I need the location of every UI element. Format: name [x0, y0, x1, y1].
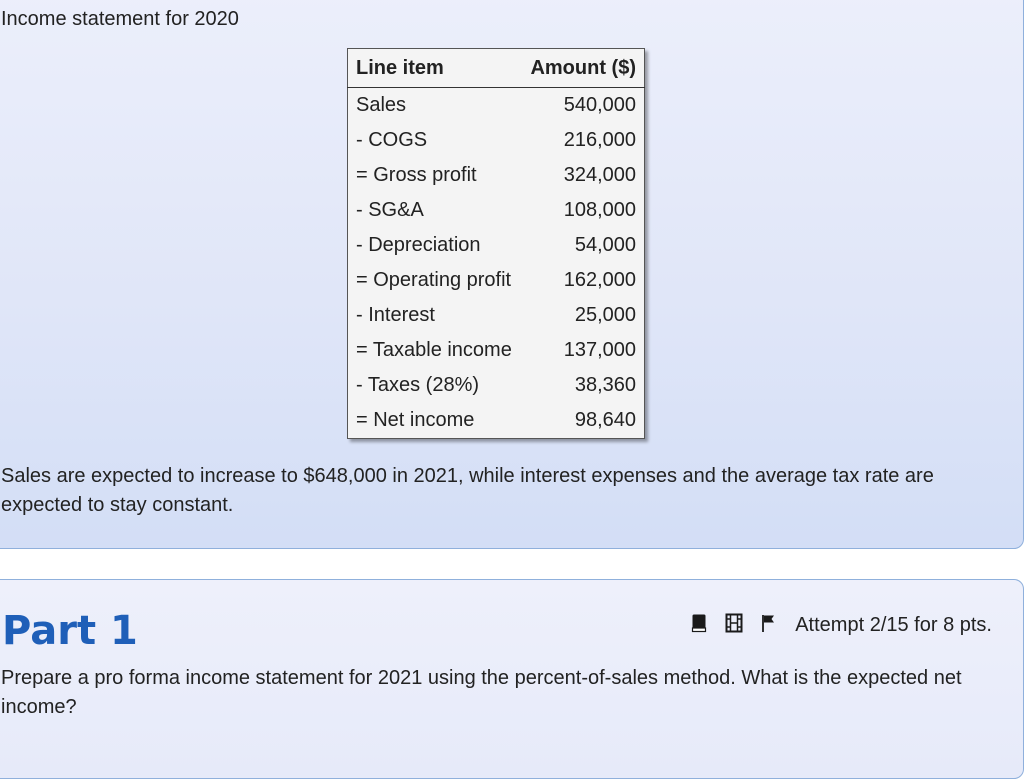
- amount-cell: 137,000: [563, 339, 636, 361]
- amount-cell: 540,000: [563, 94, 636, 116]
- table-row: [348, 368, 645, 403]
- line-item-cell: = Operating profit: [356, 269, 512, 291]
- amount-cell: 54,000: [574, 234, 636, 256]
- line-item-cell: Sales: [356, 94, 407, 116]
- line-item-cell: - SG&A: [356, 199, 424, 221]
- column-header-amount: Amount ($): [521, 49, 644, 88]
- part-toolbar: [691, 612, 992, 638]
- line-item-cell: - Taxes (28%): [356, 374, 480, 396]
- income-statement-table: [347, 48, 645, 439]
- table-row: [348, 158, 645, 193]
- flag-icon[interactable]: [761, 613, 777, 638]
- part-title: Part 1: [2, 608, 138, 654]
- table-row: [348, 298, 645, 333]
- amount-cell: 162,000: [563, 269, 636, 291]
- film-icon[interactable]: [725, 613, 743, 638]
- context-paragraph: Sales are expected to increase to $648,000 in 2021, while interest expenses and the average tax rate are expected to stay constant.: [1, 465, 934, 516]
- amount-cell: 98,640: [574, 409, 636, 431]
- amount-cell: 216,000: [563, 129, 636, 151]
- amount-cell: 108,000: [563, 199, 636, 221]
- amount-cell: 25,000: [574, 304, 636, 326]
- statement-caption: Income statement for 2020: [1, 8, 239, 30]
- line-item-cell: - Interest: [356, 304, 435, 326]
- line-item-cell: = Taxable income: [356, 339, 512, 361]
- column-header-line-item: Line item: [348, 49, 522, 88]
- line-item-cell: = Net income: [356, 409, 475, 431]
- table-row: [348, 193, 645, 228]
- table-header-row: [348, 49, 645, 88]
- table-row: [348, 403, 645, 439]
- table-row: [348, 123, 645, 158]
- table-row: [348, 333, 645, 368]
- line-item-cell: - Depreciation: [356, 234, 481, 256]
- attempt-counter: Attempt 2/15 for 8 pts.: [795, 613, 992, 636]
- line-item-cell: - COGS: [356, 129, 428, 151]
- question-text: Prepare a pro forma income statement for 2021 using the percent-of-sales method. What is the expected net income?: [1, 667, 962, 718]
- amount-cell: 38,360: [574, 374, 636, 396]
- book-icon[interactable]: [691, 613, 707, 638]
- table-row: [348, 263, 645, 298]
- line-item-cell: = Gross profit: [356, 164, 477, 186]
- table-row: [348, 88, 645, 124]
- table-row: [348, 228, 645, 263]
- amount-cell: 324,000: [563, 164, 636, 186]
